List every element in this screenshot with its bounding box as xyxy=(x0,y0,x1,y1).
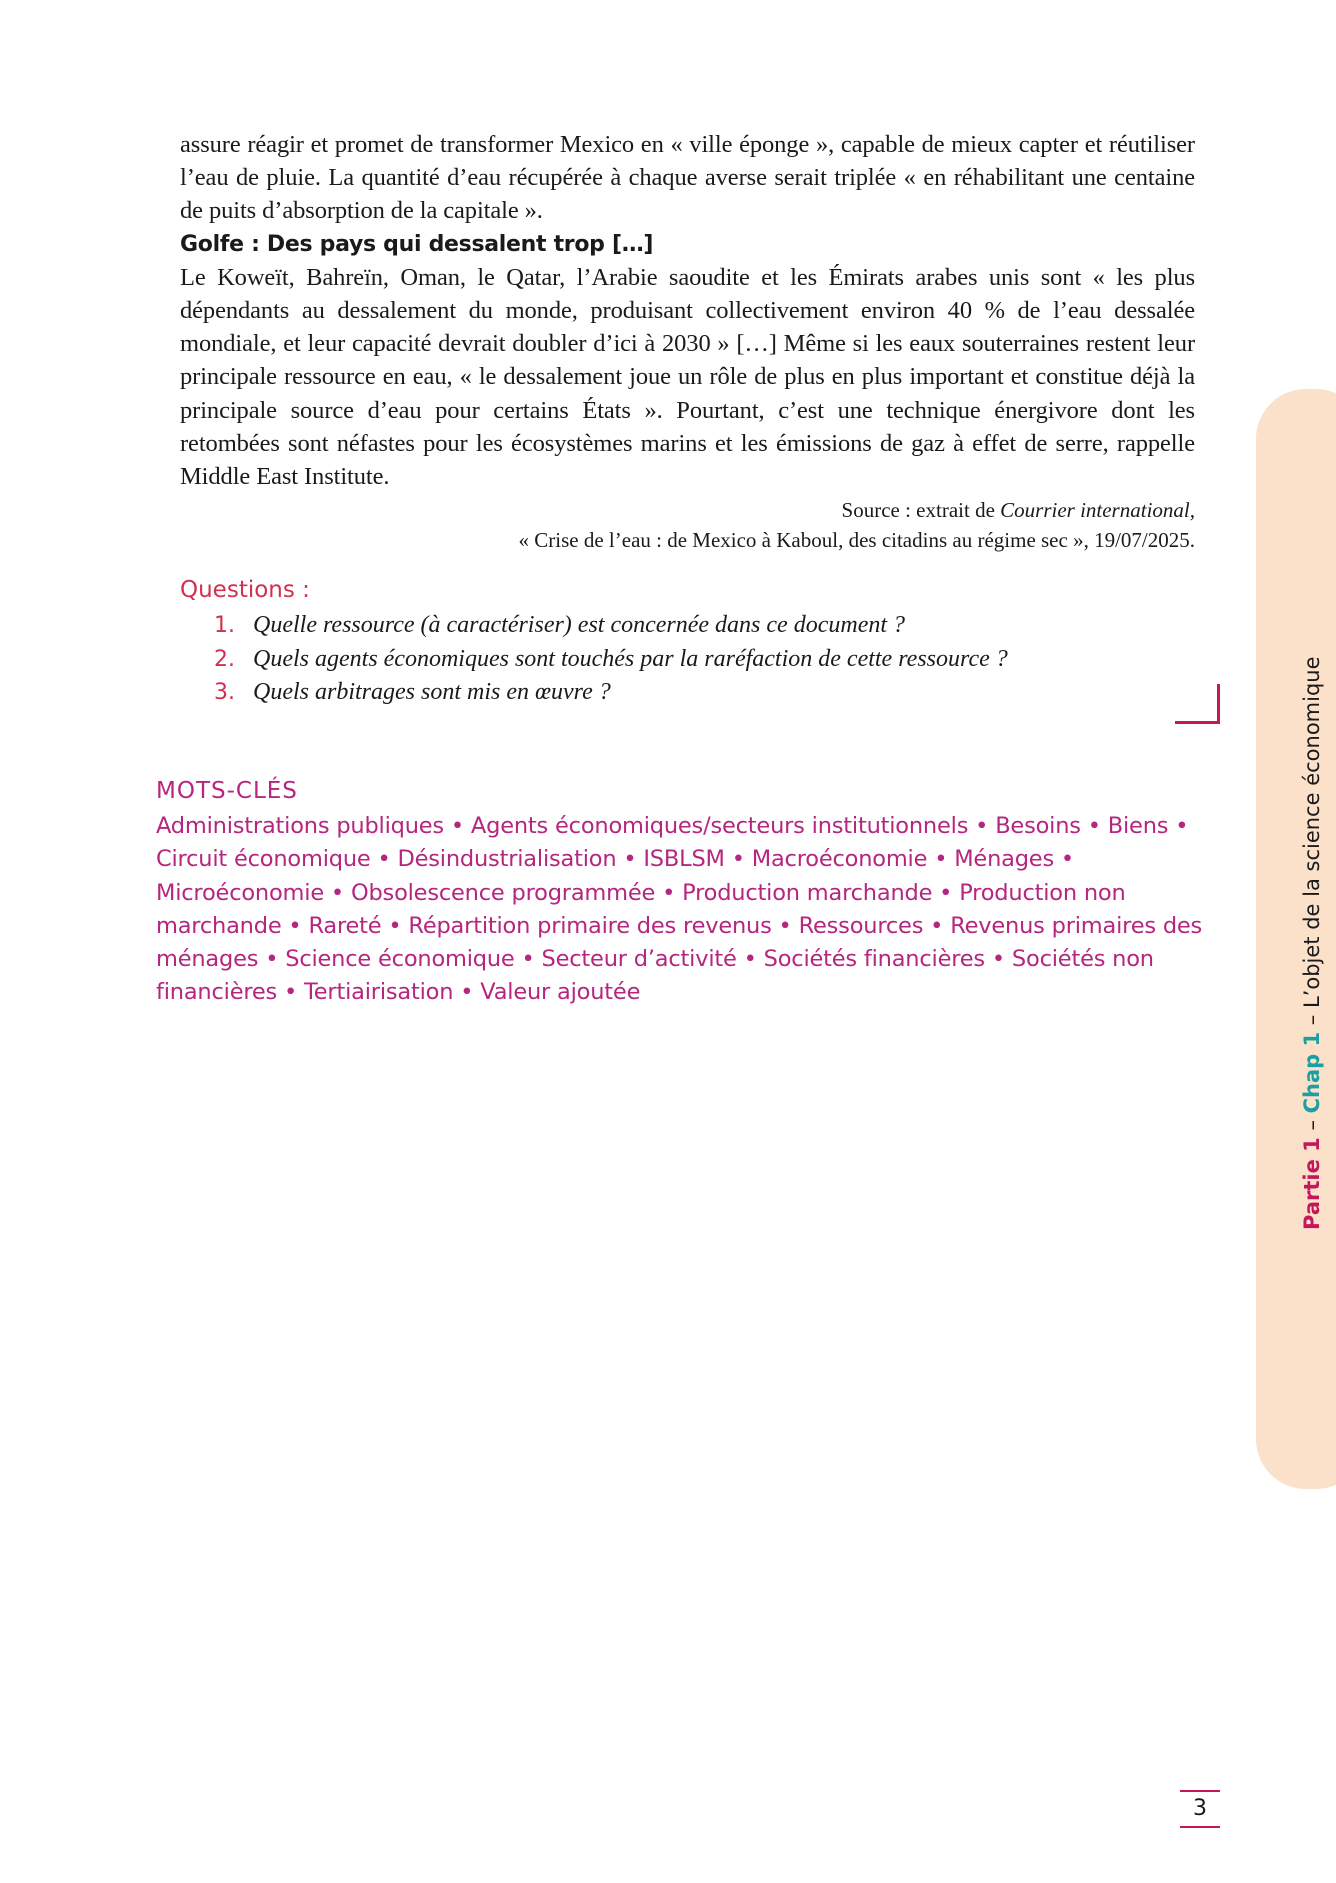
question-item xyxy=(180,609,1195,643)
source-journal: Courrier international, xyxy=(1000,498,1195,523)
questions-list xyxy=(180,609,1195,710)
question-text: Quelle ressource (à caractériser) est concernée dans ce document ? xyxy=(253,612,906,639)
question-number: 3. xyxy=(214,680,235,706)
question-text: Quels arbitrages sont mis en œuvre ? xyxy=(253,679,611,706)
section-end-corner-mark xyxy=(1175,684,1220,724)
keywords-section xyxy=(156,778,1216,1010)
side-separator: – xyxy=(1300,1008,1324,1032)
source-citation xyxy=(180,495,1195,555)
article-subheading: Golfe : Des pays qui dessalent trop […] xyxy=(180,231,654,257)
questions-section xyxy=(180,577,1195,710)
side-chapter-label: Chap 1 xyxy=(1300,1031,1324,1114)
question-item xyxy=(180,643,1195,677)
source-prefix: Source : extrait de xyxy=(841,498,1001,523)
question-number: 1. xyxy=(214,613,235,639)
article-content xyxy=(180,128,1195,710)
keywords-list: Administrations publiques • Agents économiques/secteurs institutionnels • Besoins • Biens • Circuit économique • Désindustrialisation • ISBLSM • Macroéconomie • Ménages • Microéconomie • Obsolescence programmée • Production marchande • Production non marchande • Rareté • Répartition primaire des revenus • Ressources • Revenus primaires des ménages • Science économique • Secteur d’activité • Sociétés financières • Sociétés non financières • Tertiairisation • Valeur ajoutée xyxy=(156,813,1203,1006)
keywords-title: MOTS-CLÉS xyxy=(156,778,298,804)
side-chapter-title: L’objet de la science économique xyxy=(1300,656,1324,1009)
article-paragraph-1: assure réagir et promet de transformer Mexico en « ville éponge », capable de mieux capter et réutiliser l’eau de pluie. La quantité d’eau récupérée à chaque averse serait triplée « en réhabilitant une centaine de puits d’absorption de la capitale ». xyxy=(180,131,1195,225)
source-title: « Crise de l’eau : de Mexico à Kaboul, des citadins au régime sec », 19/07/2025. xyxy=(518,528,1195,553)
side-part-label: Partie 1 xyxy=(1300,1137,1324,1230)
question-item xyxy=(180,676,1195,710)
question-number: 2. xyxy=(214,646,235,672)
question-text: Quels agents économiques sont touchés par la raréfaction de cette ressource ? xyxy=(253,645,1008,672)
page-number: 3 xyxy=(1180,1790,1220,1828)
article-paragraph-2: Le Koweït, Bahreïn, Oman, le Qatar, l’Arabie saoudite et les Émirats arabes unis sont « les plus dépendants au dessalement du monde, produisant collectivement environ 40 % de l’eau dessalée mondiale, et leur capacité devrait doubler d’ici à 2030 » […] Même si les eaux souterraines restent leur principale ressource en eau, « le dessalement joue un rôle de plus en plus important et constitue déjà la principale source d’eau pour certains États ». Pourtant, c’est une technique énergivore dont les retombées sont néfastes pour les écosystèmes marins et les émissions de gaz à effet de serre, rappelle Middle East Institute. xyxy=(180,263,1195,491)
chapter-side-tab xyxy=(1256,389,1336,1489)
side-separator: – xyxy=(1300,1113,1324,1138)
questions-title: Questions : xyxy=(180,577,310,604)
chapter-side-label xyxy=(1300,656,1324,1230)
